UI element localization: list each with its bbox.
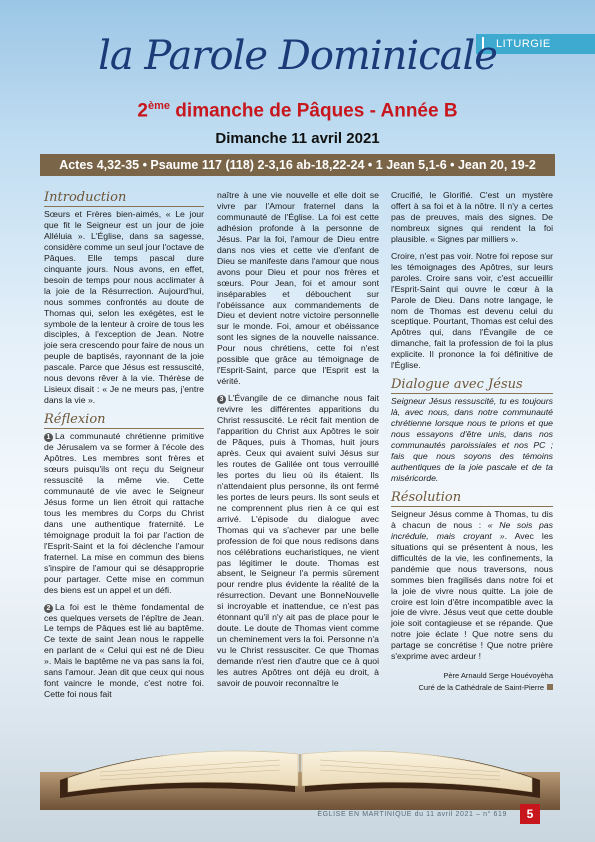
number-badge-3: 3: [217, 395, 226, 404]
resolution-paragraph: [391, 509, 553, 662]
dialogue-heading: Dialogue avec Jésus: [391, 377, 553, 394]
number-badge-2: 2: [44, 604, 53, 613]
column-1: [44, 190, 204, 706]
footer-publication: ÉGLISE EN MARTINIQUE du 11 avril 2021 – n° 619: [317, 811, 507, 818]
signature: [391, 670, 553, 694]
column-2: [217, 190, 379, 695]
readings-references: Actes 4,32-35 • Psaume 117 (118) 2-3,16 ab-18,22-24 • 1 Jean 5,1-6 • Jean 20, 19-2: [59, 158, 536, 172]
date-line: Dimanche 11 avril 2021: [215, 130, 380, 147]
resolution-text: . Avec les situations qui se présentent à nous, les difficultés de la vie, les confinements, la pandémie que nous traversons, nous sommes bien fragilisés dans notre foi et la joie de vivre nous quitte. La joie de croire est loin d'être incompatible avec la joie de vivre. Jésus veut que cette double joie soit contagieuse et se répande. Que notre joie éclate ! Que notre sens du partage se concrétise ! Que notre prière s'exprime avec ardeur !: [391, 530, 553, 662]
intro-paragraph: Sœurs et Frères bien-aimés, « Le jour que fit le Seigneur est un jour de joie Alléluia ». L'Église, dans sa sagesse, considère comme un seul jour l'octave de Pâques. Elle temps pascal dure cinquante jours. Nous avons, en effet, besoin de temps pour nous acclimater à la joie de la Résurrection. Aujourd'hui, nous sommes confrontés au doute de Thomas qui, selon les exégètes, est le symbole de la lenteur à croire de tous les disciples, à l'exception de Jean. Notre joie sera crescendo pour faire de nous un peuple de baptisés, rayonnant de la joie pascale. Parce que Jésus est ressuscité, nous devons rêver à la vie. Thérèse de Lisieux disait : « Je ne meurs pas, j'entre dans la vie ».: [44, 209, 204, 406]
signature-name: Père Arnauld Serge Houévoyèha: [443, 671, 553, 681]
reflexion-text-3: L'Évangile de ce dimanche nous fait revivre les différentes apparitions du Christ ressuscité. Le récit fait mention de l'apparition du Christ aux Apôtres le soir de Pâques, puis à Thomas, huit jours après. Ceux qui avaient suivi Jésus sur les routes de Galilée ont tous verrouillé les portes du lieu où ils étaient. Ils n'attendaient plus personne, ils ont fermé les portes de leurs peurs. Ils sont seuls et ne comprennent plus rien à ce qui est arrivé. L'épisode du dialogue avec Thomas qui va s'achever par une belle profession de foi que nous redisons dans nos célébrations eucharistiques, ne vient pas légitimer le doute. Thomas est absent, le Seigneur l'a permis sûrement pour rendre plus évidente la réalité de la résurrection. Devant une BonneNouvelle si incroyable et inattendue, ce n'est pas étonnant qu'il n'y ait pas de place pour le doute. Le doute de Thomas vient comme un cheminement vers la foi. Personne n'a vu le Christ ressusciter. Ce que Thomas demande n'est rien d'autre que ce à quoi les autres Apôtres ont déjà eu droit, à savoir de pouvoir reconnaître le: [217, 393, 379, 688]
subtitle-sup: ème: [148, 100, 171, 112]
page-subtitle: [0, 100, 595, 122]
reflexion-paragraph-5: Croire, n'est pas voir. Notre foi repose sur les témoignages des Apôtres, sur leurs paroles. Croire sans voir, c'est accueillir l'Esprit-Saint qui ouvre le cœur à la Parole de Dieu. Dans notre langage, le nom de Thomas est devenu celui du sceptique. Pourtant, Thomas est celui des Apôtres qui, dans l'Évangile de ce dimanche, fait la profession de foi la plus explicite. Il prononce la foi définitive de l'Église.: [391, 250, 553, 371]
resolution-quote: « Ne sois pas incrédule, mais croyant »: [391, 519, 553, 541]
reflexion-text-1: La communauté chrétienne primitive de Jérusalem va se former à l'école des Apôtres. Les membres sont frères et sœurs puisqu'ils ont reçu du Seigneur ressuscité la même vie. Cette communauté de vie avec le Seigneur Jésus forme un lien étroit qui rattache tous les membres du Corps du Christ dans une authentique fraternité. Le témoignage produit la foi par l'action de l'Esprit-Saint et la foi déclenche l'amour fraternel. La mise en commun des biens s'inspire de l'amour qui se désapproprie pour partager. Cette mise en commun des biens est un appel et un défi.: [44, 431, 204, 595]
reflexion-paragraph-4: Crucifié, le Glorifié. C'est un mystère offert à sa foi et à la nôtre. Il n'y a certes pas de preuves, mais des signes. De nombreux signes qui rendent la foi plausible. « Signes par milliers ».: [391, 190, 553, 244]
signature-role: Curé de la Cathédrale de Saint-Pierre: [418, 683, 544, 693]
reflexion-paragraph-3: [217, 393, 379, 689]
subtitle-text: dimanche de Pâques - Année B: [170, 100, 458, 122]
column-3: [391, 190, 553, 694]
reflexion-paragraph-2: [44, 602, 204, 701]
reflexion-paragraph-2-cont: naître à une vie nouvelle et elle doit se vivre par l'Amour fraternel dans la communauté de l'Église. La foi est cette adhésion profonde à la personne de Jésus. Par la foi, l'amour de Dieu entre dans nos vies et cette vie d'enfant de Dieu se manifeste dans l'amour que nous avons pour Dieu et pour nos frères et sœurs. Pour Jean, foi et amour sont inséparables et débouchent sur l'obéissance aux commandements de Dieu et devient notre victoire personnelle sur le monde. Foi, amour et obéissance sont les signes de la nouvelle naissance. Pour nous chrétiens, cette foi n'est possible que grâce au témoignage de l'Esprit-Saint, parce que l'Esprit est la vérité.: [217, 190, 379, 387]
reflexion-paragraph-1: [44, 431, 204, 595]
resolution-heading: Résolution: [391, 490, 553, 507]
reflexion-text-2: La foi est le thème fondamental de ces quelques versets de l'épître de Jean. Le temps de Pâques est lié au baptême. Ce texte de saint Jean nous le rappelle en parlant de « Celui qui est né de Dieu ». Mais le baptême ne va pas sans la foi, sans l'amour. Jean dit que ceux qui nous font vaincre le monde, c'est notre foi. Cette foi nous fait: [44, 601, 204, 700]
page-title: la Parole Dominicale: [98, 33, 497, 79]
resolution-intro: Seigneur Jésus comme à Thomas, tu dis à chacun de nous :: [391, 508, 553, 530]
subtitle-ordinal: 2: [137, 100, 148, 122]
number-badge-1: 1: [44, 433, 53, 442]
dialogue-paragraph: Seigneur Jésus ressuscité, tu es toujours là, avec nous, dans notre communauté chrétienne lorsque nous te prions et que nous essayons d'être unis, dans nos communautés paroissiales et nos PC ; fais que nous soyons des témoins authentiques de la joie pascale et de ta miséricorde.: [391, 396, 553, 483]
open-bible-illustration: [40, 720, 560, 810]
intro-heading: Introduction: [44, 190, 204, 207]
signature-role-line: [391, 682, 553, 694]
page-number: 5: [520, 804, 540, 824]
readings-references-banner: [40, 154, 555, 176]
section-tab-label: LITURGIE: [496, 38, 551, 50]
end-square-icon: [547, 684, 553, 690]
reflexion-heading: Réflexion: [44, 412, 204, 429]
